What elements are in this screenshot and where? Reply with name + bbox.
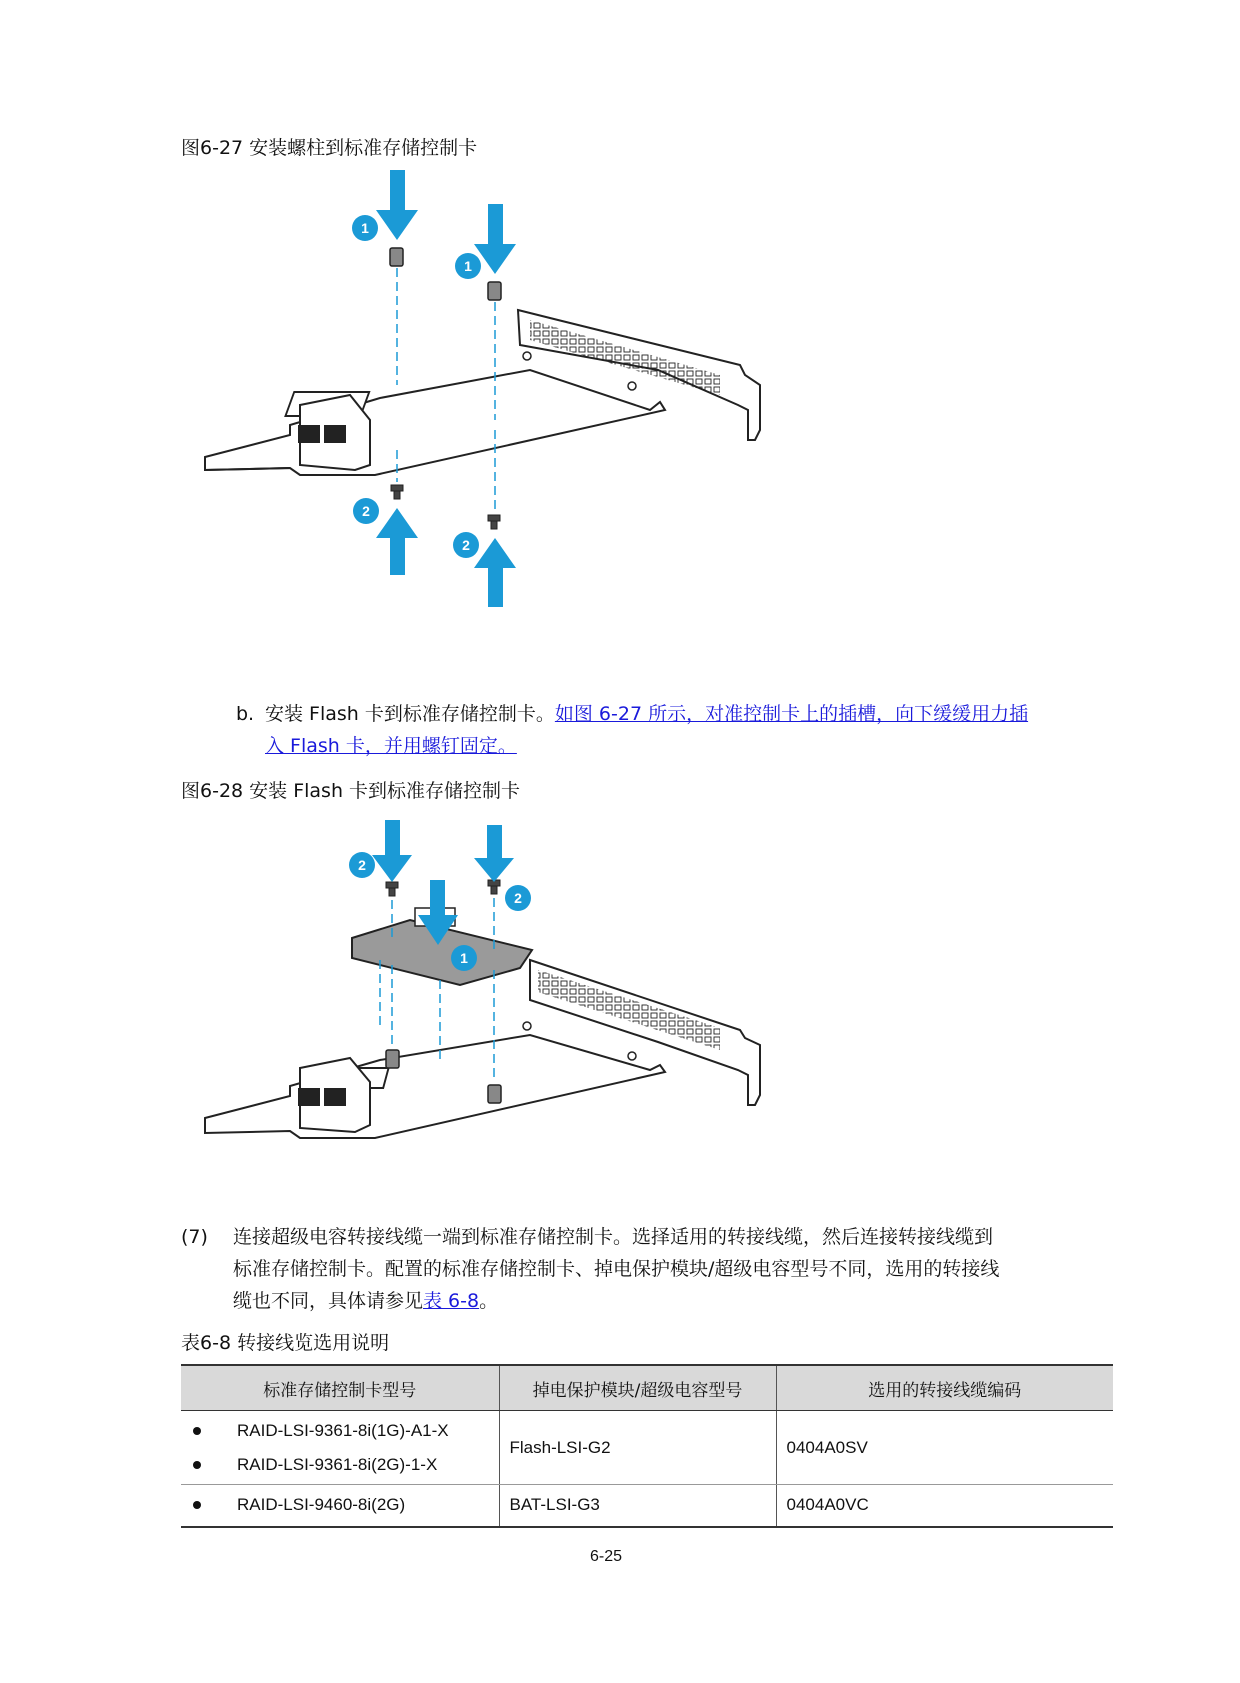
module-cell: Flash-LSI-G2 <box>499 1411 776 1485</box>
step-7-marker: (7) <box>181 1226 208 1248</box>
step-b-paragraph <box>265 698 1028 730</box>
step-7-text-end: 。 <box>479 1290 499 1312</box>
table-6-8-link[interactable]: 表 6-8 <box>423 1290 480 1312</box>
step-badge: 1 <box>464 258 472 274</box>
step-7-line2: 标准存储控制卡。配置的标准存储控制卡、掉电保护模块/超级电容型号不同，选用的转接线 <box>233 1258 1000 1280</box>
step-badge: 2 <box>362 503 370 519</box>
bullet-icon <box>193 1461 201 1469</box>
cable-code-cell: 0404A0SV <box>776 1411 1113 1485</box>
table-row <box>181 1411 1113 1485</box>
step-7-line1: 连接超级电容转接线缆一端到标准存储控制卡。选择适用的转接线缆，然后连接转接线缆到 <box>233 1226 994 1248</box>
model-cell <box>181 1411 499 1485</box>
table-row <box>181 1485 1113 1527</box>
bullet-icon <box>193 1427 201 1435</box>
column-header: 选用的转接线缆编码 <box>776 1365 1113 1411</box>
cable-selection-table <box>181 1364 1113 1528</box>
screw <box>391 485 500 529</box>
controller-board <box>205 352 665 475</box>
figure-6-28-illustration <box>200 820 820 1160</box>
column-header: 掉电保护模块/超级电容型号 <box>499 1365 776 1411</box>
step-7-text: 缆也不同，具体请参见 <box>233 1290 424 1312</box>
step-b-paragraph-line2 <box>265 730 517 762</box>
table-caption: 表6-8 转接线览选用说明 <box>181 1332 390 1354</box>
step-b-link-cont[interactable]: 入 Flash 卡，并用螺钉固定。 <box>265 735 517 757</box>
model-name: RAID-LSI-9361-8i(2G)-1-X <box>237 1454 438 1474</box>
model-cell <box>181 1485 499 1527</box>
page-number: 6-25 <box>590 1548 623 1565</box>
figure-caption-6-27: 图6-27 安装螺柱到标准存储控制卡 <box>181 137 478 159</box>
model-name: RAID-LSI-9460-8i(2G) <box>237 1495 406 1515</box>
model-name: RAID-LSI-9361-8i(1G)-A1-X <box>237 1420 449 1440</box>
step-badge: 1 <box>361 220 369 236</box>
figure-caption-6-28: 图6-28 安装 Flash 卡到标准存储控制卡 <box>181 780 521 802</box>
column-header: 标准存储控制卡型号 <box>181 1365 499 1411</box>
list-item <box>181 1488 499 1522</box>
bullet-icon <box>193 1501 201 1509</box>
step-7-line3 <box>233 1285 498 1317</box>
list-item <box>181 1448 499 1482</box>
figure-6-27-illustration <box>200 170 820 650</box>
step-b-link[interactable]: 如图 6-27 所示，对准控制卡上的插槽，向下缓缓用力插 <box>554 703 1029 725</box>
step-badge: 1 <box>460 950 468 966</box>
step-b-marker: b. <box>236 703 255 725</box>
step-badge: 2 <box>358 857 366 873</box>
module-cell: BAT-LSI-G3 <box>499 1485 776 1527</box>
step-b-text: 安装 Flash 卡到标准存储控制卡。 <box>265 703 555 725</box>
table-header-row <box>181 1365 1113 1411</box>
step-badge: 2 <box>462 537 470 553</box>
controller-board <box>205 1022 665 1138</box>
cable-code-cell: 0404A0VC <box>776 1485 1113 1527</box>
step-badge: 2 <box>514 890 522 906</box>
list-item <box>181 1414 499 1448</box>
